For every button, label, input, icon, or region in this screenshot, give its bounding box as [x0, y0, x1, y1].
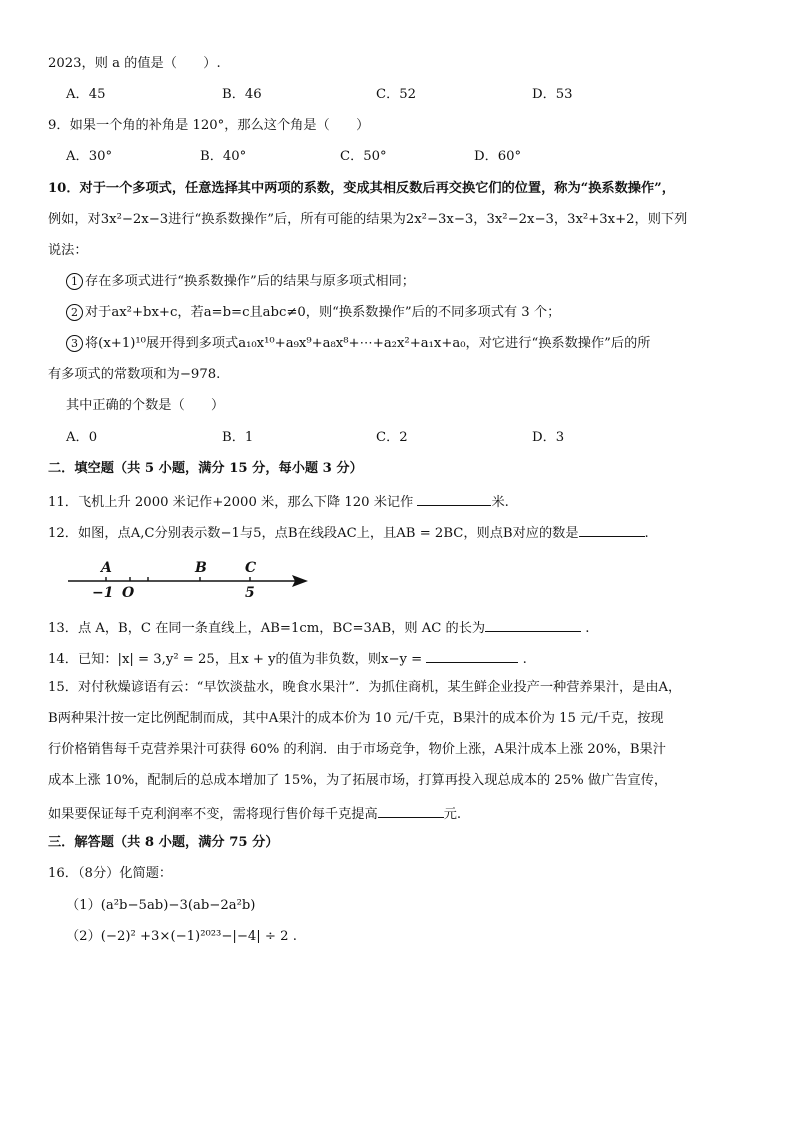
q11-text: 11．飞机上升 2000 米记作+2000 米，那么下降 120 米记作	[48, 495, 414, 510]
q10-statement-1	[66, 273, 415, 291]
section-2-title: 二．填空题（共 5 小题，满分 15 分，每小题 3 分）	[48, 461, 363, 476]
q12-answer-blank[interactable]	[579, 522, 645, 537]
q8-option-d: D．53	[532, 87, 573, 102]
q9-option-a: A．30°	[66, 149, 113, 164]
section-3-title: 三．解答题（共 8 小题，满分 75 分）	[48, 835, 279, 850]
q16-title: 16．（8分）化简题：	[48, 866, 173, 881]
q15-line-5	[48, 803, 461, 824]
q8-option-b: B．46	[222, 87, 262, 102]
circled-number-3: 3	[66, 335, 83, 352]
label-a: A	[101, 560, 112, 576]
q9-option-d: D．60°	[474, 149, 522, 164]
q10-line-3: 说法：	[48, 243, 88, 258]
q9-option-c: C．50°	[340, 149, 387, 164]
q10-option-c: C．2	[376, 430, 408, 445]
q10-line-2: 例如，对3x²−2x−3进行“换系数操作”后，所有可能的结果为2x²−3x−3，3x²−2x−3，3x²+3x+2，则下列	[48, 212, 688, 227]
q9-stem: 9．如果一个角的补角是 120°，那么这个角是（ ）	[48, 118, 370, 133]
q10-statement-1-text: 存在多项式进行“换系数操作”后的结果与原多项式相同；	[85, 274, 415, 289]
q10-statement-3-cont: 有多项式的常数项和为−978.	[48, 367, 221, 382]
q10-statement-3-text: 将(x+1)¹⁰展开得到多项式a₁₀x¹⁰+a₉x⁹+a₈x⁸+⋯+a₂x²+a₁x+a₀，对它进行“换系数操作”后的所	[85, 336, 651, 351]
circled-number-1: 1	[66, 273, 83, 290]
q10-stem-1: 10．对于一个多项式，任意选择其中两项的系数，变成其相反数后再交换它们的位置，称为“换系数操作”，	[48, 181, 675, 196]
q15-answer-blank[interactable]	[378, 803, 444, 818]
q16-part-1: （1）(a²b−5ab)−3(ab−2a²b)	[66, 898, 256, 913]
q8-option-c: C．52	[376, 87, 417, 102]
q12	[48, 522, 649, 543]
q10-statement-2-text: 对于ax²+bx+c，若a=b=c且abc≠0，则“换系数操作”后的不同多项式有 3 个；	[85, 305, 561, 320]
number-line-figure	[64, 558, 314, 600]
q13-text-end: .	[585, 621, 590, 636]
value-5: 5	[245, 585, 255, 600]
q14-answer-blank[interactable]	[426, 648, 518, 663]
q15-text-end: 元.	[443, 807, 462, 822]
q12-text-end: .	[644, 526, 649, 541]
q11-answer-blank[interactable]	[417, 491, 491, 506]
q15-line-4: 成本上涨 10%，配制后的总成本增加了 15%，为了拓展市场，打算再投入现总成本的 25% 做广告宣传，	[48, 773, 668, 788]
q10-question: 其中正确的个数是（ ）	[66, 398, 225, 413]
q8-stem: 2023，则 a 的值是（ ）.	[48, 56, 221, 71]
q14-text: 14．已知：|x| = 3,y² = 25，且x + y的值为非负数，则x−y =	[48, 652, 423, 667]
q10-option-b: B．1	[222, 430, 254, 445]
q10-statement-3	[66, 335, 650, 353]
q9-option-b: B．40°	[200, 149, 247, 164]
q8-option-a: A．45	[66, 87, 106, 102]
q11	[48, 491, 509, 512]
q10-line-1	[48, 180, 675, 198]
q15-text: 如果要保证每千克利润率不变，需将现行售价每千克提高	[48, 807, 378, 822]
q10-option-d: D．3	[532, 430, 565, 445]
label-b: B	[195, 560, 207, 576]
q15-line-2: B两种果汁按一定比例配制而成，其中A果汁的成本价为 10 元/千克，B果汁的成本价为 15 元/千克，按现	[48, 711, 664, 726]
label-c: C	[245, 560, 257, 576]
value-minus-1: −1	[92, 585, 114, 600]
q16-part-2: （2）(−2)² +3×(−1)²⁰²³−|−4| ÷ 2 .	[66, 929, 297, 944]
q10-option-a: A．0	[66, 430, 98, 445]
label-o: O	[122, 585, 135, 600]
q13-text: 13．点 A，B，C 在同一条直线上，AB=1cm，BC=3AB，则 AC 的长为	[48, 621, 486, 636]
circled-number-2: 2	[66, 304, 83, 321]
q12-text: 12．如图，点A,C分别表示数−1与5，点B在线段AC上，且AB = 2BC，则点B对应的数是	[48, 526, 579, 541]
q15-line-1: 15．对付秋燥谚语有云：“早饮淡盐水，晚食水果汁”．为抓住商机，某生鲜企业投产一种营养果汁，是由A，	[48, 680, 682, 695]
q14-text-end: .	[522, 652, 527, 667]
q15-line-3: 行价格销售每千克营养果汁可获得 60% 的利润．由于市场竞争，物价上涨，A果汁成本上涨 20%，B果汁	[48, 742, 666, 757]
q14	[48, 648, 527, 669]
q13-answer-blank[interactable]	[485, 617, 581, 632]
q13	[48, 617, 589, 638]
q10-statement-2	[66, 304, 560, 322]
q11-text-end: 米.	[491, 495, 509, 510]
